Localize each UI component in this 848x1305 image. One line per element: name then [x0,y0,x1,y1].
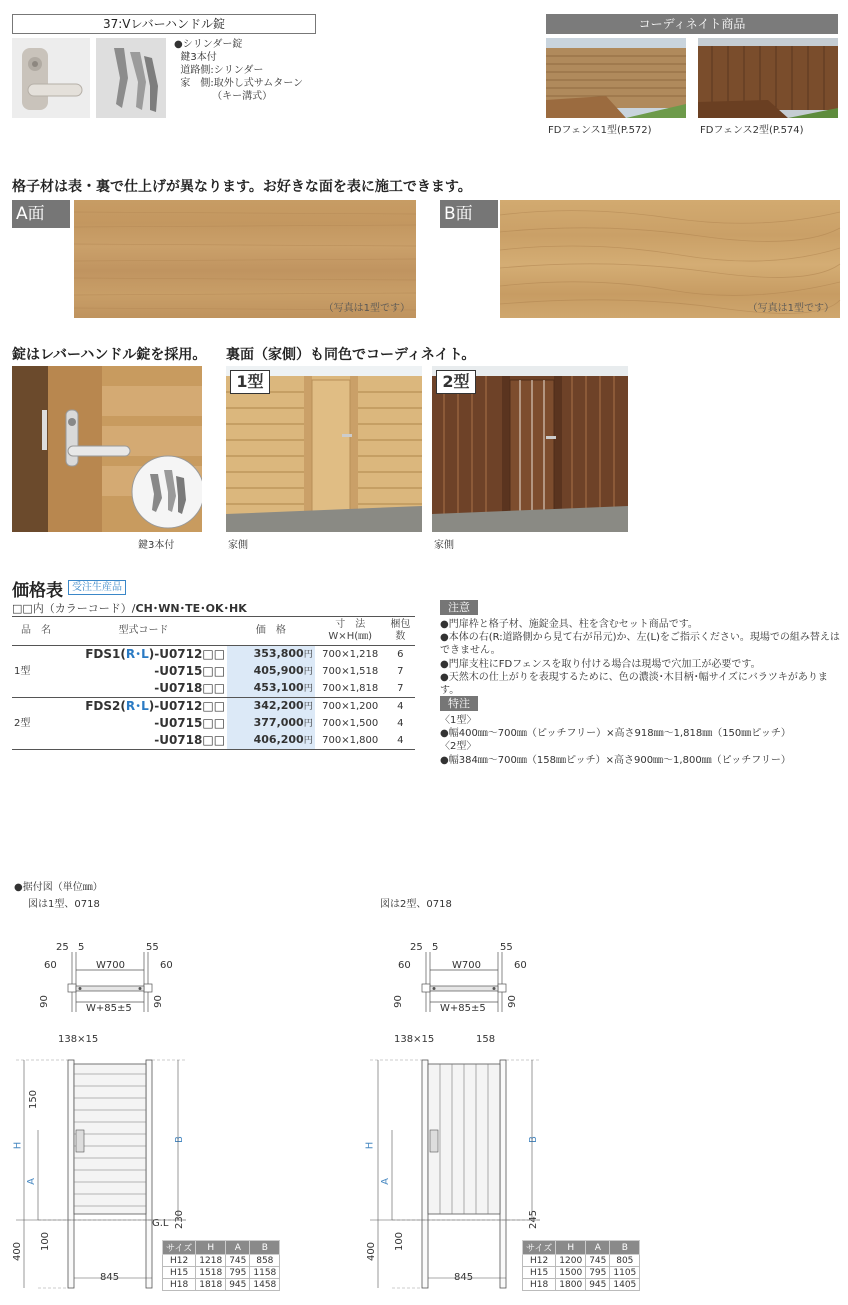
dim-845: 845 [100,1272,120,1283]
color-codes [12,600,247,616]
keys-caption: 鍵3本付 [138,540,175,551]
size-head: B [610,1241,640,1255]
dim-230: 230 [174,1209,186,1230]
custom-order-item: 〈2型〉 [440,741,477,753]
model-suffix: -U0718□□ [154,681,226,695]
dim-w85: W+85±5 [86,1003,132,1014]
model-code [60,663,227,680]
size-cell: 1405 [610,1279,640,1291]
fence1-caption: FDフェンス1型(P.572) [548,125,652,136]
price-value: 406,200 [253,733,304,746]
table-row [523,1255,640,1267]
pack-cell: 7 [397,683,404,694]
price-unit: 円 [303,650,313,660]
col-pack-bottom: 数 [395,631,406,642]
coordinate-header: コーディネイト商品 [546,14,838,34]
fence2-caption: FDフェンス2型(P.574) [700,125,804,136]
size-head: サイズ [523,1241,556,1255]
table-row [163,1255,280,1267]
face-a-tag: A面 [12,200,70,228]
dim-H: H [12,1141,24,1150]
model-suffix: -U0718□□ [154,733,226,747]
face-a-note: （写真は1型です） [323,303,410,314]
caution-item: ●門扉支柱にFDフェンスを取り付ける場合は現場で穴加工が必要です。 [440,658,761,670]
group-name: 2型 [12,698,60,750]
install-title: ●据付図（単位㎜） [14,882,103,893]
size-cell: 745 [226,1255,250,1267]
size-cell: 700×1,218 [322,649,379,660]
dim-60-right: 60 [514,960,527,971]
model-suffix: )-U0712□□ [148,647,226,661]
price-unit: 円 [303,667,313,677]
price-value: 405,900 [253,664,304,677]
size-cell: 1800 [556,1279,586,1291]
pack-cell: 4 [397,735,404,746]
finish-lead: 格子材は表・裏で仕上げが異なります。お好きな面を表に施工できます。 [12,179,472,195]
size-cell: 1218 [196,1255,226,1267]
elevation-2 [370,1040,540,1290]
lever-handle-icon [12,38,90,118]
dim-w700: W700 [452,960,481,971]
keys-icon [96,38,166,118]
gate1-tag: 1型 [230,370,270,394]
dim-25: 25 [410,942,423,953]
size-head: A [586,1241,610,1255]
fig2-note: 図は2型、0718 [380,899,452,910]
coordinate-lead: 裏面（家側）も同色でコーディネイト。 [226,347,476,363]
plan-view-1 [50,952,170,1012]
dim-245: 245 [528,1209,540,1230]
dim-25: 25 [56,942,69,953]
caution-item: ●天然木の仕上がりを表現するために、色の濃淡･木目柄･幅サイズにバラツキがあります。 [440,671,828,697]
model-code [60,732,227,750]
price-cell [227,715,315,732]
size-cell: 700×1,518 [322,666,379,677]
face-b-note: （写真は1型です） [747,303,834,314]
fig1-note: 図は1型、0718 [28,899,100,910]
dim-B: B [173,1136,185,1143]
dim-A: A [25,1178,37,1185]
lock-lead: 錠はレバーハンドル錠を採用。 [12,347,207,363]
color-prefix: □□内（カラーコード）/ [12,602,136,615]
dim-60-right: 60 [160,960,173,971]
dim-90-left: 90 [38,995,50,1008]
size-cell: 1458 [250,1279,280,1291]
elevation-1 [16,1040,186,1290]
custom-order-tag: 特注 [440,696,478,711]
size-cell: 700×1,500 [322,718,379,729]
size-cell: 700×1,200 [322,701,379,712]
fence1-photo [546,38,686,118]
pack-cell: 6 [397,649,404,660]
size-cell: 1105 [610,1267,640,1279]
lock-feature: （キー溝式） [174,91,273,102]
dim-H: H [364,1141,376,1150]
size-cell: H15 [163,1267,196,1279]
face-a-wood [74,200,416,318]
price-title: 価格表 [12,581,63,601]
custom-order-list [440,714,840,767]
dim-845: 845 [454,1272,474,1283]
price-value: 377,000 [253,716,304,729]
size-head: サイズ [163,1241,196,1255]
custom-order-item: 〈1型〉 [440,715,477,726]
size-cell: 700×1,818 [322,683,379,694]
dim-100: 100 [40,1231,52,1252]
table-row [523,1279,640,1291]
dim-60-left: 60 [398,960,411,971]
caution-tag: 注意 [440,600,478,615]
price-unit: 円 [303,719,313,729]
model-rl: R･L [125,647,149,661]
model-suffix: )-U0712□□ [148,699,226,713]
table-row [163,1267,280,1279]
model-suffix: -U0715□□ [154,664,226,678]
caution-item: ●本体の右(R:道路側から見て右が吊元)か、左(L)をご指示ください。現場での組み替えはできません。 [440,632,840,657]
dim-post: 138×15 [394,1034,435,1045]
size-head: B [250,1241,280,1255]
size-cell: 700×1,800 [322,735,379,746]
face-b-wood [500,200,840,318]
caution-list [440,618,840,697]
face-b-tag: B面 [440,200,498,228]
dim-150: 150 [28,1089,40,1110]
made-to-order-badge: 受注生産品 [68,580,126,595]
table-row [12,715,415,732]
model-prefix: FDS1( [85,647,126,661]
dim-60-left: 60 [44,960,57,971]
gate2-tag: 2型 [436,370,476,394]
dim-gl: G.L [152,1218,169,1229]
dim-100: 100 [394,1231,406,1252]
price-value: 342,200 [253,699,304,712]
col-code: 型式コード [60,617,227,646]
price-unit: 円 [303,736,313,746]
group-name: 1型 [12,646,60,698]
dim-55: 55 [500,942,513,953]
custom-order-item: ●幅384㎜～700㎜（158㎜ピッチ）×高さ900㎜～1,800㎜（ピッチフリー） [440,754,791,766]
lock-closeup-photo [12,366,202,532]
model-code [60,715,227,732]
size-head: H [196,1241,226,1255]
model-prefix: FDS2( [85,699,126,713]
pack-cell: 7 [397,666,404,677]
size-cell: 1158 [250,1267,280,1279]
size-head: A [226,1241,250,1255]
table-row [12,732,415,750]
table-row [12,646,415,664]
lock-feature: 家 側:取外し式サムターン [174,78,304,89]
size-table-2 [522,1240,640,1291]
lever-handle-photo [12,38,90,118]
dim-90-right: 90 [152,995,164,1008]
gate1-caption: 家側 [228,540,248,551]
dim-w85: W+85±5 [440,1003,486,1014]
size-cell: 1500 [556,1267,586,1279]
col-size-top: 寸 法 [335,619,366,630]
size-cell: H18 [163,1279,196,1291]
col-pack-top: 梱包 [390,619,411,630]
col-size [315,617,386,646]
gate2-caption: 家側 [434,540,454,551]
price-table [12,616,415,750]
model-suffix: -U0715□□ [154,716,226,730]
size-cell: 795 [586,1267,610,1279]
size-cell: 1818 [196,1279,226,1291]
lock-feature: 鍵3本付 [174,52,217,63]
plan-view-2 [404,952,524,1012]
lock-feature: 道路側:シリンダー [174,65,264,76]
price-cell [227,646,315,664]
lock-features [174,38,303,103]
price-cell [227,698,315,716]
table-row [12,680,415,698]
table-row [163,1279,280,1291]
price-cell [227,732,315,750]
model-code [60,680,227,698]
fence2-photo [698,38,838,118]
lock-section-title: 37:Vレバーハンドル錠 [12,14,316,34]
model-code [60,698,227,716]
model-rl: R･L [125,699,149,713]
price-unit: 円 [303,702,313,712]
price-cell [227,680,315,698]
color-code-list: CH･WN･TE･OK･HK [135,602,247,615]
dim-158: 158 [476,1034,496,1045]
col-price: 価 格 [227,617,315,646]
size-cell: 745 [586,1255,610,1267]
price-value: 353,800 [253,647,304,660]
size-cell: H12 [523,1255,556,1267]
dim-post: 138×15 [58,1034,99,1045]
col-name: 品 名 [12,617,60,646]
price-value: 453,100 [253,681,304,694]
col-pack [386,617,415,646]
pack-cell: 4 [397,701,404,712]
dim-90-left: 90 [392,995,404,1008]
lock-feature: ●シリンダー錠 [174,39,243,50]
keys-photo [96,38,166,118]
size-cell: 1518 [196,1267,226,1279]
table-row [12,698,415,716]
size-cell: H18 [523,1279,556,1291]
dim-5: 5 [78,942,85,953]
dim-5: 5 [432,942,439,953]
size-cell: 945 [226,1279,250,1291]
size-cell: 945 [586,1279,610,1291]
size-head: H [556,1241,586,1255]
dim-55: 55 [146,942,159,953]
custom-order-item: ●幅400㎜～700㎜（ピッチフリー）×高さ918㎜～1,818㎜（150㎜ピッチ） [440,728,791,740]
size-table-1 [162,1240,280,1291]
dim-400: 400 [366,1241,378,1262]
dim-90-right: 90 [506,995,518,1008]
col-size-bottom: W×H(㎜) [328,631,373,642]
dim-400: 400 [12,1241,24,1262]
size-cell: 795 [226,1267,250,1279]
dim-A: A [379,1178,391,1185]
table-row [523,1267,640,1279]
size-cell: 858 [250,1255,280,1267]
dim-w700: W700 [96,960,125,971]
model-code [60,646,227,664]
size-cell: H15 [523,1267,556,1279]
size-cell: H12 [163,1255,196,1267]
dim-B: B [527,1136,539,1143]
price-unit: 円 [303,684,313,694]
caution-item: ●門扉枠と格子材、施錠金具、柱を含むセット商品です。 [440,619,698,630]
size-cell: 805 [610,1255,640,1267]
pack-cell: 4 [397,718,404,729]
table-row [12,663,415,680]
size-cell: 1200 [556,1255,586,1267]
price-cell [227,663,315,680]
